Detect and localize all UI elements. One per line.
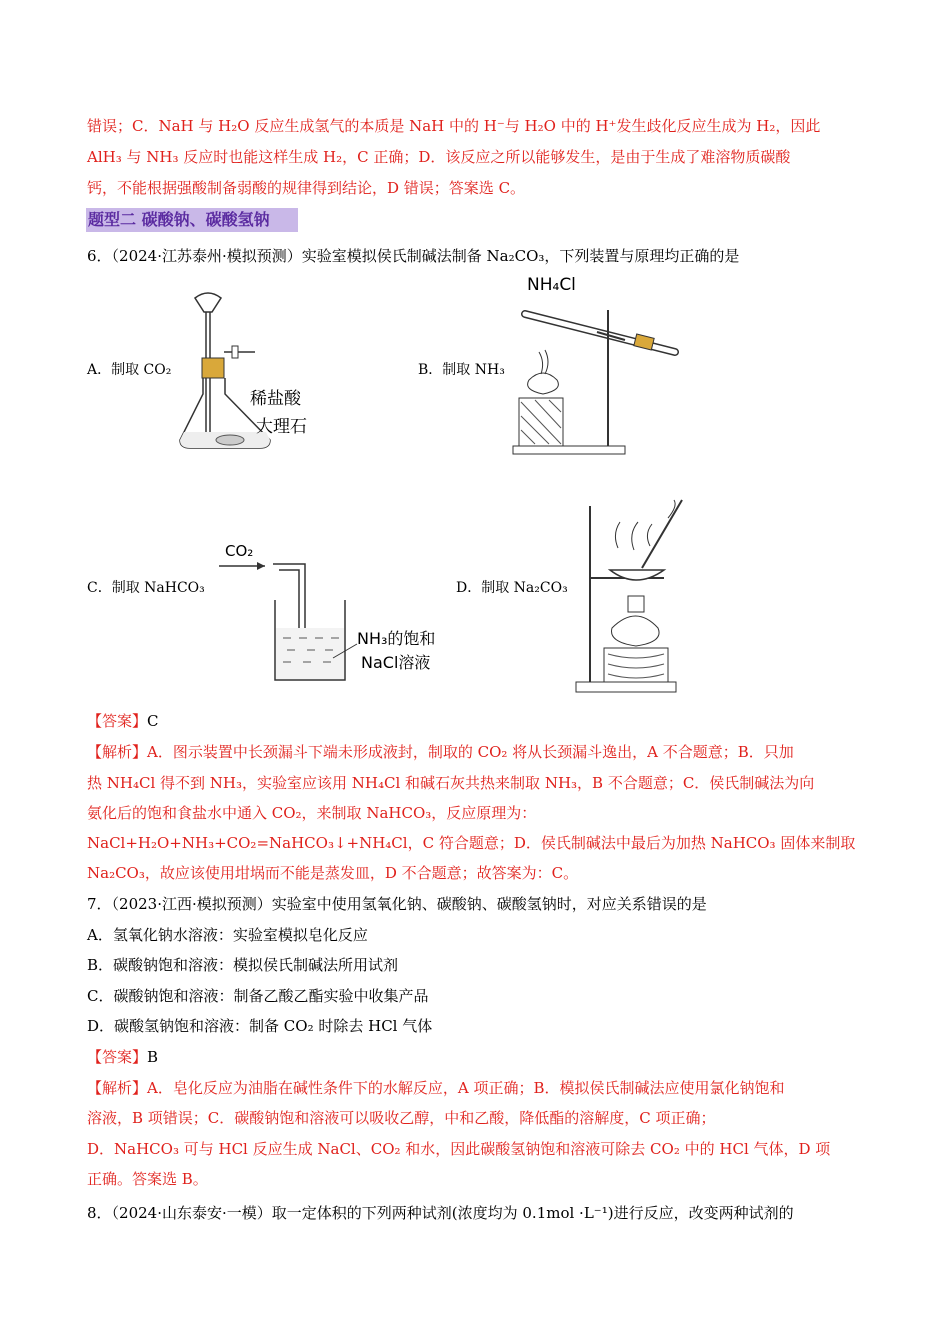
q7-answer: B	[147, 1048, 159, 1066]
q6-answer: C	[147, 712, 159, 730]
q6-analysis-line-2: 热 NH₄Cl 得不到 NH₃，实验室应该用 NH₄Cl 和碱石灰共热来制取 NH₃，B 不合题意；C．侯氏制碱法为向	[87, 774, 815, 792]
q7-option-b: B．碳酸钠饱和溶液：模拟侯氏制碱法所用试剂	[87, 956, 399, 974]
q6-option-a: A．制取 CO₂	[87, 362, 172, 378]
q6-answer-row	[87, 711, 159, 731]
figure-c-gas-label: CO₂	[225, 542, 254, 560]
q6-option-c: C．制取 NaHCO₃	[87, 580, 205, 596]
prev-analysis-line-1: 错误；C．NaH 与 H₂O 反应生成氢气的本质是 NaH 中的 H⁻与 H₂O 中的 H⁺发生歧化反应生成为 H₂，因此	[87, 117, 821, 135]
q6-analysis-line-3: 氨化后的饱和食盐水中通入 CO₂，来制取 NaHCO₃，反应原理为：	[87, 804, 537, 822]
q7-analysis-line-1	[87, 1078, 784, 1098]
figure-a-label-marble: 大理石	[256, 417, 307, 437]
q7-option-d: D．碳酸氢钠饱和溶液：制备 CO₂ 时除去 HCl 气体	[87, 1017, 433, 1035]
figure-c-nahco3-apparatus	[215, 540, 455, 690]
prev-analysis-line-3: 钙，不能根据强酸制备弱酸的规律得到结论，D 错误；答案选 C。	[87, 179, 526, 197]
q7-option-a: A．氢氧化钠水溶液：实验室模拟皂化反应	[87, 926, 368, 944]
section-title: 题型二 碳酸钠、碳酸氢钠	[86, 208, 298, 232]
q7-stem: 7．（2023·江西·模拟预测）实验室中使用氢氧化钠、碳酸钠、碳酸氢钠时，对应关系错误的是	[87, 895, 707, 913]
q6-analysis-line-5: Na₂CO₃，故应该使用坩埚而不能是蒸发皿，D 不合题意；故答案为：C。	[87, 864, 579, 882]
q7-option-c: C．碳酸钠饱和溶液：制备乙酸乙酯实验中收集产品	[87, 987, 429, 1005]
figure-a-co2-apparatus	[170, 290, 340, 460]
q7-analysis-tag: 【解析】	[87, 1079, 148, 1097]
q6-answer-tag: 【答案】	[87, 712, 148, 730]
q8-stem: 8．（2024·山东泰安·一模）取一定体积的下列两种试剂(浓度均为 0.1mol ·L⁻¹)进行反应，改变两种试剂的	[87, 1204, 794, 1222]
q6-analysis-line-4: NaCl+H₂O+NH₃+CO₂=NaHCO₃↓+NH₄Cl，C 符合题意；D．侯氏制碱法中最后为加热 NaHCO₃ 固体来制取	[87, 834, 856, 852]
q7-analysis-line-4: 正确。答案选 B。	[87, 1170, 208, 1188]
q7-analysis-line-3: D．NaHCO₃ 可与 HCl 反应生成 NaCl、CO₂ 和水，因此碳酸氢钠饱和溶液可除去 CO₂ 中的 HCl 气体，D 项	[87, 1140, 831, 1158]
q6-analysis-text-1: A．图示装置中长颈漏斗下端未形成液封，制取的 CO₂ 将从长颈漏斗逸出，A 不合题意；B．只加	[147, 743, 794, 761]
figure-c-label-2: NaCl溶液	[361, 653, 431, 672]
prev-analysis-line-2: AlH₃ 与 NH₃ 反应时也能这样生成 H₂，C 正确；D．该反应之所以能够发生，是由于生成了难溶物质碳酸	[87, 148, 791, 166]
q6-option-d: D．制取 Na₂CO₃	[456, 580, 568, 596]
q7-analysis-text-1: A．皂化反应为油脂在碱性条件下的水解反应，A 项正确；B．模拟侯氏制碱法应使用氯化钠饱和	[147, 1079, 785, 1097]
figure-d-na2co3-apparatus	[572, 478, 692, 696]
q6-analysis-tag: 【解析】	[87, 743, 148, 761]
q7-answer-tag: 【答案】	[87, 1048, 148, 1066]
figure-a-label-acid: 稀盐酸	[250, 389, 301, 409]
figure-b-label: NH₄Cl	[527, 275, 576, 295]
q7-answer-row	[87, 1047, 158, 1067]
q6-stem: 6．（2024·江苏泰州·模拟预测）实验室模拟侯氏制碱法制备 Na₂CO₃，下列装置与原理均正确的是	[87, 247, 740, 265]
q7-analysis-line-2: 溶液，B 项错误；C．碳酸钠饱和溶液可以吸收乙醇，中和乙酸，降低酯的溶解度，C 项正确；	[87, 1109, 716, 1127]
figure-c-label-1: NH₃的饱和	[357, 629, 436, 648]
figure-b-nh3-apparatus	[505, 270, 685, 462]
q6-option-b: B．制取 NH₃	[418, 362, 505, 378]
q6-analysis-line-1	[87, 742, 794, 762]
